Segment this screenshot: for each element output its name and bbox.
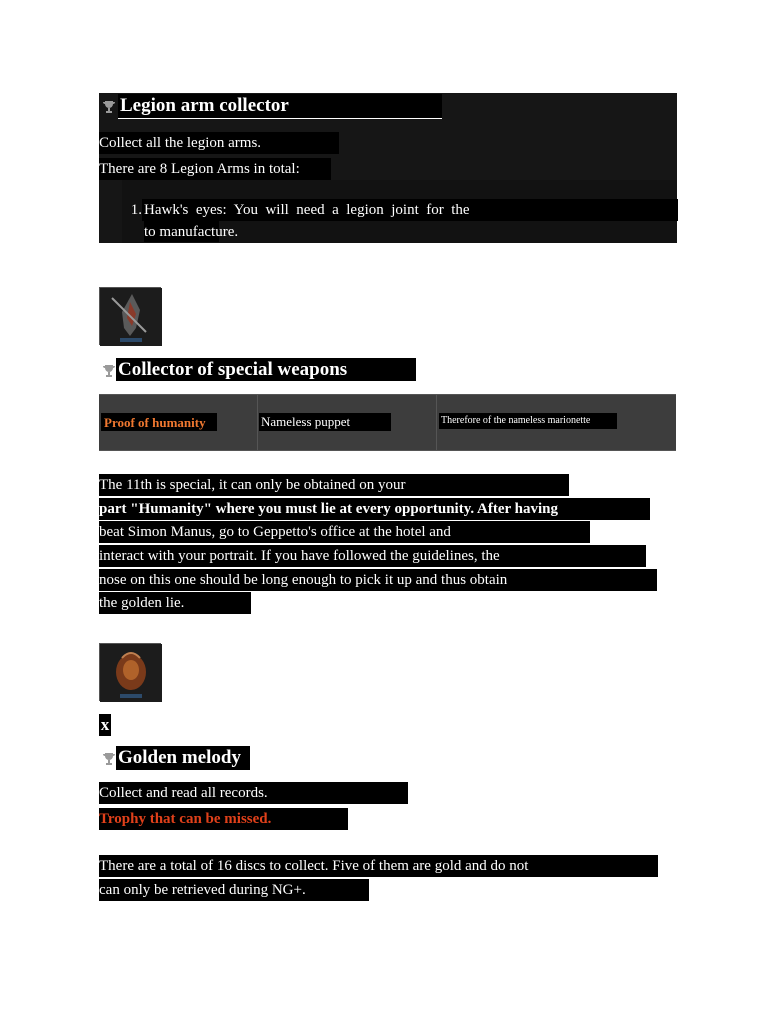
paragraph-line: can only be retrieved during NG+. (99, 879, 369, 901)
list-item-text: Hawk's eyes: You will need a legion joint for the (142, 199, 678, 221)
tab-divider (257, 395, 258, 450)
paragraph-line: part "Humanity" where you must lie at every opportunity. After having (99, 498, 650, 520)
tab-proof-of-humanity[interactable]: Proof of humanity (101, 413, 217, 431)
record-thumbnail (99, 643, 161, 701)
section-title-legion-arm: Legion arm collector (118, 94, 442, 119)
weapon-tabs (99, 394, 676, 451)
section-title-golden-melody: Golden melody (116, 746, 250, 770)
list-item (122, 199, 676, 221)
trophy-icon (101, 751, 117, 767)
missable-warning: Trophy that can be missed. (99, 808, 348, 830)
paragraph-line: beat Simon Manus, go to Geppetto's office at the hotel and (99, 521, 590, 543)
section-title-special-weapons: Collector of special weapons (116, 358, 416, 381)
close-mark: x (100, 715, 110, 734)
legion-arm-description: Collect all the legion arms. (99, 132, 339, 154)
paragraph-line: There are a total of 16 discs to collect. Five of them are gold and do not (99, 855, 658, 877)
trophy-icon (101, 99, 117, 115)
weapon-thumbnail (99, 287, 161, 345)
list-item-continuation: to manufacture. (144, 221, 219, 242)
tab-nameless-puppet[interactable]: Nameless puppet (259, 413, 391, 431)
tab-divider (436, 395, 437, 450)
trophy-icon (101, 363, 117, 379)
paragraph-line: nose on this one should be long enough to pick it up and thus obtain (99, 569, 657, 591)
paragraph-line: interact with your portrait. If you have followed the guidelines, the (99, 545, 646, 567)
list-item-number: 1. (130, 202, 142, 218)
paragraph-line: the golden lie. (99, 592, 251, 614)
legion-arm-count: There are 8 Legion Arms in total: (99, 158, 331, 180)
golden-melody-description: Collect and read all records. (99, 782, 408, 804)
paragraph-line: The 11th is special, it can only be obtained on your (99, 474, 569, 496)
tab-nameless-marionette[interactable]: Therefore of the nameless marionette (439, 413, 617, 429)
